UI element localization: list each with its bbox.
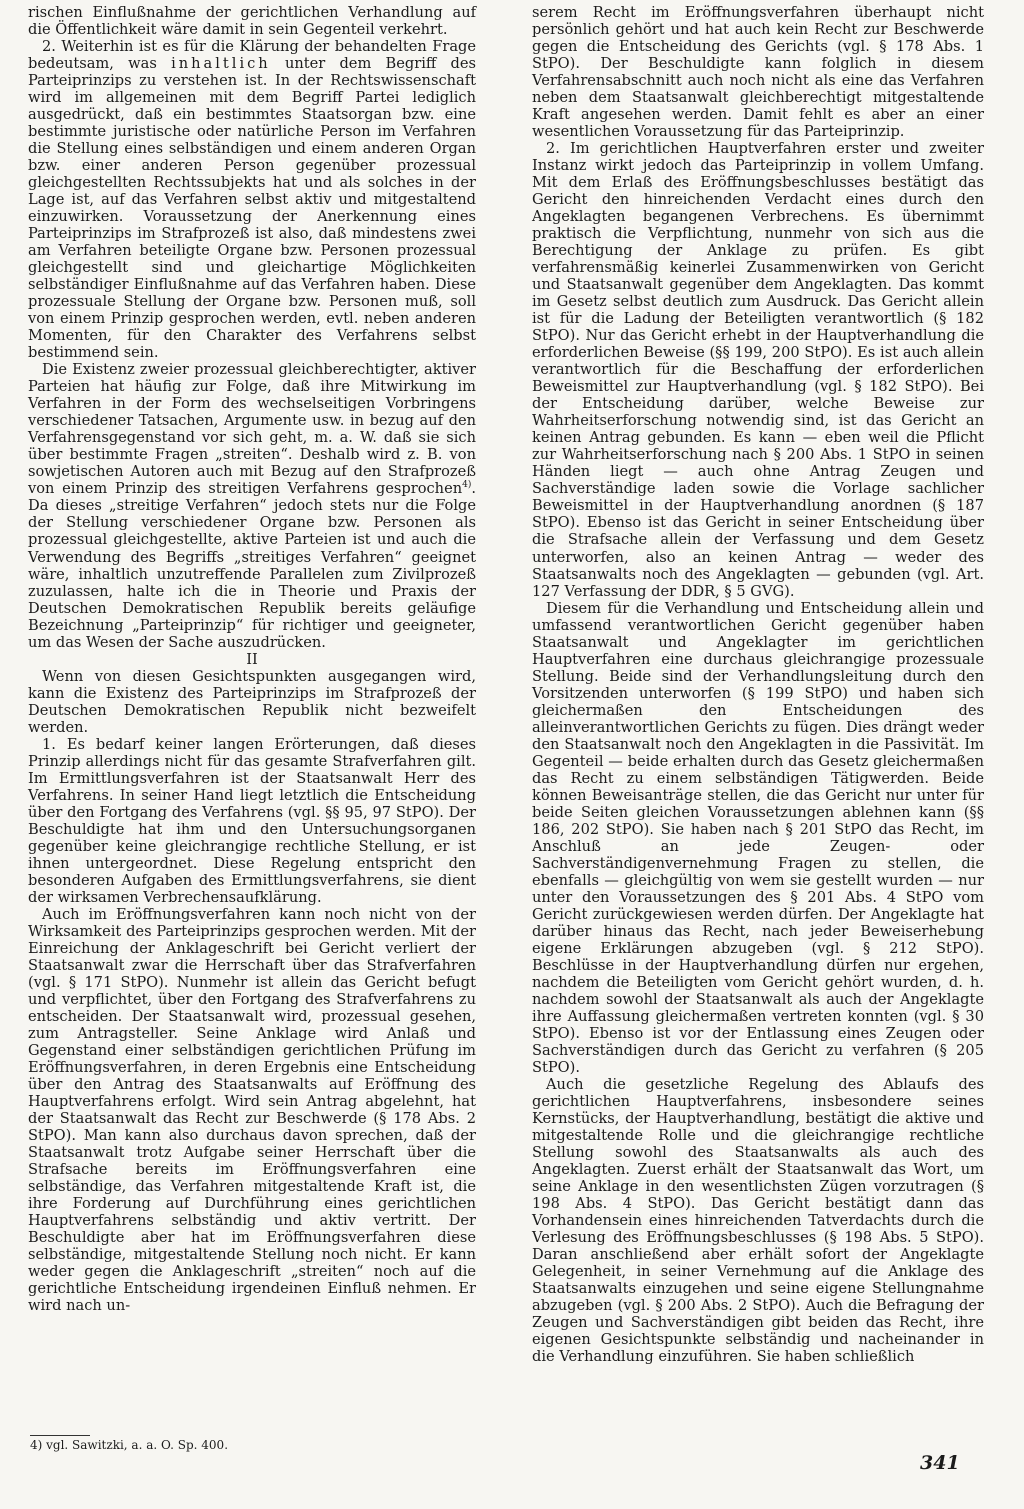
paragraph-text: . Da dieses „streitige Verfahren“ jedoch stets nur die Folge der Stellung verschiedener Organe bzw. Personen als prozessual gleichgestellte, aktive Parteien ist und auch die Verwendung des Begriffs „streitiges Verfahren“ geeignet wäre, inhaltlich unzutreffende Parallelen zum Zivilprozeß zuzulassen, halte ich die in Theorie und Praxis der Deutschen Demokratischen Republik bereits geläufige Bezeichnung „Parteiprinzip“ für richtiger und geeigneter, um das Wesen der Sache auszudrücken. [28,480,476,651]
paragraph: serem Recht im Eröffnungsverfahren überhaupt nicht persönlich gehört und hat auch kein Recht zur Beschwerde gegen die Entscheidung des Gerichts (vgl. § 178 Abs. 1 StPO). Der Beschuldigte kann folglich in diesem Verfahrensabschnitt auch noch nicht als eine das Verfahren neben dem Staatsanwalt gleichberechtigt mitgestaltende Kraft angesehen werden. Damit fehlt es aber an einer wesentlichen Voraussetzung für das Parteiprinzip. [532,4,984,141]
paragraph: Wenn von diesen Gesichtspunkten ausgegangen wird, kann die Existenz des Parteiprinzips im Strafprozeß der Deutschen Demokratischen Republik nicht bezweifelt werden. [28,667,476,736]
paragraph [28,38,476,361]
footnote-ref: 4) [462,480,472,491]
paragraph [28,361,476,650]
paragraph: Diesem für die Verhandlung und Entscheidung allein und umfassend verantwortlichen Gericht gegenüber haben Staatsanwalt und Angeklagter im gerichtlichen Hauptverfahren eine durchaus gleichrangige prozessuale Stellung. Beide sind der Verhandlungsleitung durch den Vorsitzenden unterworfen (§ 199 StPO) und haben sich gleichermaßen den Entscheidungen des alleinverantwortlichen Gerichts zu fügen. Dies drängt weder den Staatsanwalt noch den Angeklagten in die Passivität. Im Gegenteil — beide erhalten durch das Gesetz gleichermaßen das Recht zu einem selbständigen Tätigwerden. Beide können Beweisanträge stellen, die das Gericht nur unter für beide Seiten gleichen Voraussetzungen ablehnen kann (§§ 186, 202 StPO). Sie haben nach § 201 StPO das Recht, im Anschluß an jede Zeugen- oder Sachverständigenvernehmung Fragen zu stellen, die ebenfalls — gleichgültig von wem sie gestellt wurden — nur unter den Voraussetzungen des § 201 Abs. 4 StPO vom Gericht zurückgewiesen werden dürfen. Der Angeklagte hat darüber hinaus das Recht, nach jeder Beweiserhebung eigene Erklärungen abzugeben (vgl. § 212 StPO). Beschlüsse in der Hauptverhandlung dürfen nur ergehen, nachdem die Beteiligten vom Gericht gehört wurden, d. h. nachdem sowohl der Staatsanwalt als auch der Angeklagte ihre Auffassung gleichermaßen vertreten konnten (vgl. § 30 StPO). Ebenso ist vor der Entlassung eines Zeugen oder Sachverständigen durch das Gericht zu verfahren (§ 205 StPO). [532,599,984,1076]
left-column [28,4,476,1314]
paragraph-text: unter dem Begriff des Parteiprinzips zu verstehen ist. In der Rechtswissenschaft wird im allgemeinen mit dem Begriff Partei lediglich ausgedrückt, daß ein bestimmtes Staatsorgan bzw. eine bestimmte juristische oder natürliche Person im Verfahren die Stellung eines selbständigen und einem anderen Organ bzw. einer anderen Person gegenüber prozessual gleichgestellten Rechtssubjekts hat und als solches in der Lage ist, auf das Verfahren selbst aktiv und mitgestaltend einzuwirken. Voraussetzung der Anerkennung eines Parteiprinzips im Strafprozeß ist also, daß mindestens zwei am Verfahren beteiligte Organe bzw. Personen prozessual gleichgestellt sind und gleichartige Möglichkeiten selbständiger Einflußnahme auf das Verfahren haben. Diese prozessuale Stellung der Organe bzw. Personen muß, soll von einem Prinzip gesprochen werden, evtl. neben anderen Momenten, für den Charakter des Verfahrens selbst bestimmend sein. [28,55,476,362]
emphasized-word: inhaltlich [171,55,271,73]
paragraph: rischen Einflußnahme der gerichtlichen Verhandlung auf die Öffentlichkeit wäre damit in sein Gegenteil verkehrt. [28,4,476,39]
footnote: 4) vgl. Sawitzki, a. a. O. Sp. 400. [30,1438,229,1452]
paragraph: 1. Es bedarf keiner langen Erörterungen, daß dieses Prinzip allerdings nicht für das gesamte Strafverfahren gilt. Im Ermittlungsverfahren ist der Staatsanwalt Herr des Verfahrens. In seiner Hand liegt letztlich die Entscheidung über den Fortgang des Verfahrens (vgl. §§ 95, 97 StPO). Der Beschuldigte hat ihm und den Untersuchungsorganen gegenüber keine gleichrangige rechtliche Stellung, er ist ihnen untergeordnet. Diese Regelung entspricht den besonderen Aufgaben des Ermittlungsverfahrens, sie dient der wirksamen Verbrechensaufklärung. [28,735,476,906]
paragraph-text: Die Existenz zweier prozessual gleichberechtigter, aktiver Parteien hat häufig zur Folge, daß ihre Mitwirkung im Verfahren in der Form des wechselseitigen Vorbringens verschiedener Tatsachen, Argumente usw. in bezug auf den Verfahrensgegenstand vor sich geht, m. a. W. daß sie sich über bestimmte Fragen „streiten“. Deshalb wird z. B. von sowjetischen Autoren auch mit Bezug auf den Strafprozeß von einem Prinzip des streitigen Verfahrens gesprochen [28,361,476,498]
paragraph: Auch die gesetzliche Regelung des Ablaufs des gerichtlichen Hauptverfahrens, insbesondere seines Kernstücks, der Hauptverhandlung, bestätigt die aktive und mitgestaltende Rolle und die gleichrangige rechtliche Stellung sowohl des Staatsanwalts als auch des Angeklagten. Zuerst erhält der Staatsanwalt das Wort, um seine Anklage in den wesentlichsten Zügen vorzutragen (§ 198 Abs. 4 StPO). Das Gericht bestätigt dann das Vorhandensein eines hinreichenden Tatverdachts durch die Verlesung des Eröffnungsbeschlusses (§ 198 Abs. 5 StPO). Daran anschließend aber erhält sofort der Angeklagte Gelegenheit, in seiner Vernehmung auf die Anklage des Staatsanwalts einzugehen und seine eigene Stellungnahme abzugeben (vgl. § 200 Abs. 2 StPO). Auch die Befragung der Zeugen und Sachverständigen gibt beiden das Recht, ihre eigenen Gesichtspunkte selbständig und nacheinander in die Verhandlung einzuführen. Sie haben schließlich [532,1075,984,1366]
paragraph: Auch im Eröffnungsverfahren kann noch nicht von der Wirksamkeit des Parteiprinzips gesprochen werden. Mit der Einreichung der Anklageschrift bei Gericht verliert der Staatsanwalt zwar die Herrschaft über das Strafverfahren (vgl. § 171 StPO). Nunmehr ist allein das Gericht befugt und verpflichtet, über den Fortgang des Strafverfahrens zu entscheiden. Der Staatsanwalt wird, prozessual gesehen, zum Antragsteller. Seine Anklage wird Anlaß und Gegenstand einer selbständigen gerichtlichen Prüfung im Eröffnungsverfahren, in deren Ergebnis eine Entscheidung über den Antrag des Staatsanwalts auf Eröffnung des Hauptverfahrens erfolgt. Wird sein Antrag abgelehnt, hat der Staatsanwalt das Recht zur Beschwerde (§ 178 Abs. 2 StPO). Man kann also durchaus davon sprechen, daß der Staatsanwalt trotz Aufgabe seiner Herrschaft über die Strafsache bereits im Eröffnungsverfahren eine selbständige, das Verfahren mitgestaltende Kraft ist, die ihre Forderung auf Durchführung eines gerichtlichen Hauptverfahrens selbständig und aktiv vertritt. Der Beschuldigte aber hat im Eröffnungsverfahren diese selbständige, mitgestaltende Stellung noch nicht. Er kann weder gegen die Anklageschrift „streiten“ noch auf die gerichtliche Entscheidung irgendeinen Einfluß nehmen. Er wird nach un- [28,905,476,1315]
section-heading: II [246,650,258,668]
paragraph-text: 2. Weiterhin ist es für die Klärung der behandelten Frage bedeutsam, was [28,38,476,73]
footnote-divider [30,1435,90,1436]
page-number: 341 [920,1452,960,1474]
right-column [532,4,984,1365]
paragraph: 2. Im gerichtlichen Hauptverfahren erster und zweiter Instanz wirkt jedoch das Parteiprinzip in vollem Umfang. Mit dem Erlaß des Eröffnungsbeschlusses bestätigt das Gericht den hinreichenden Verdacht eines durch den Angeklagten begangenen Verbrechens. Es übernimmt praktisch die Verpflichtung, nunmehr von sich aus die Berechtigung der Anklage zu prüfen. Es gibt verfahrensmäßig keinerlei Zusammenwirken von Gericht und Staatsanwalt gegenüber dem Angeklagten. Das kommt im Gesetz selbst deutlich zum Ausdruck. Das Gericht allein ist für die Ladung der Beteiligten verantwortlich (§ 182 StPO). Nur das Gericht erhebt in der Hauptverhandlung die erforderlichen Beweise (§§ 199, 200 StPO). Es ist auch allein verantwortlich für die Beschaffung der erforderlichen Beweismittel zur Hauptverhandlung (vgl. § 182 StPO). Bei der Entscheidung darüber, welche Beweise zur Wahrheitserforschung notwendig sind, ist das Gericht an keinen Antrag gebunden. Es kann — eben weil die Pflicht zur Wahrheitserforschung nach § 200 Abs. 1 StPO in seinen Händen liegt — auch ohne Antrag Zeugen und Sachverständige laden sowie die Vorlage sachlicher Beweismittel in der Hauptverhandlung anordnen (§ 187 StPO). Ebenso ist das Gericht in seiner Entscheidung über die Strafsache allein der Verfassung und dem Gesetz unterworfen, also an keinen Antrag — weder des Staatsanwalts noch des Angeklagten — gebunden (vgl. Art. 127 Verfassung der DDR, § 5 GVG). [532,140,984,600]
